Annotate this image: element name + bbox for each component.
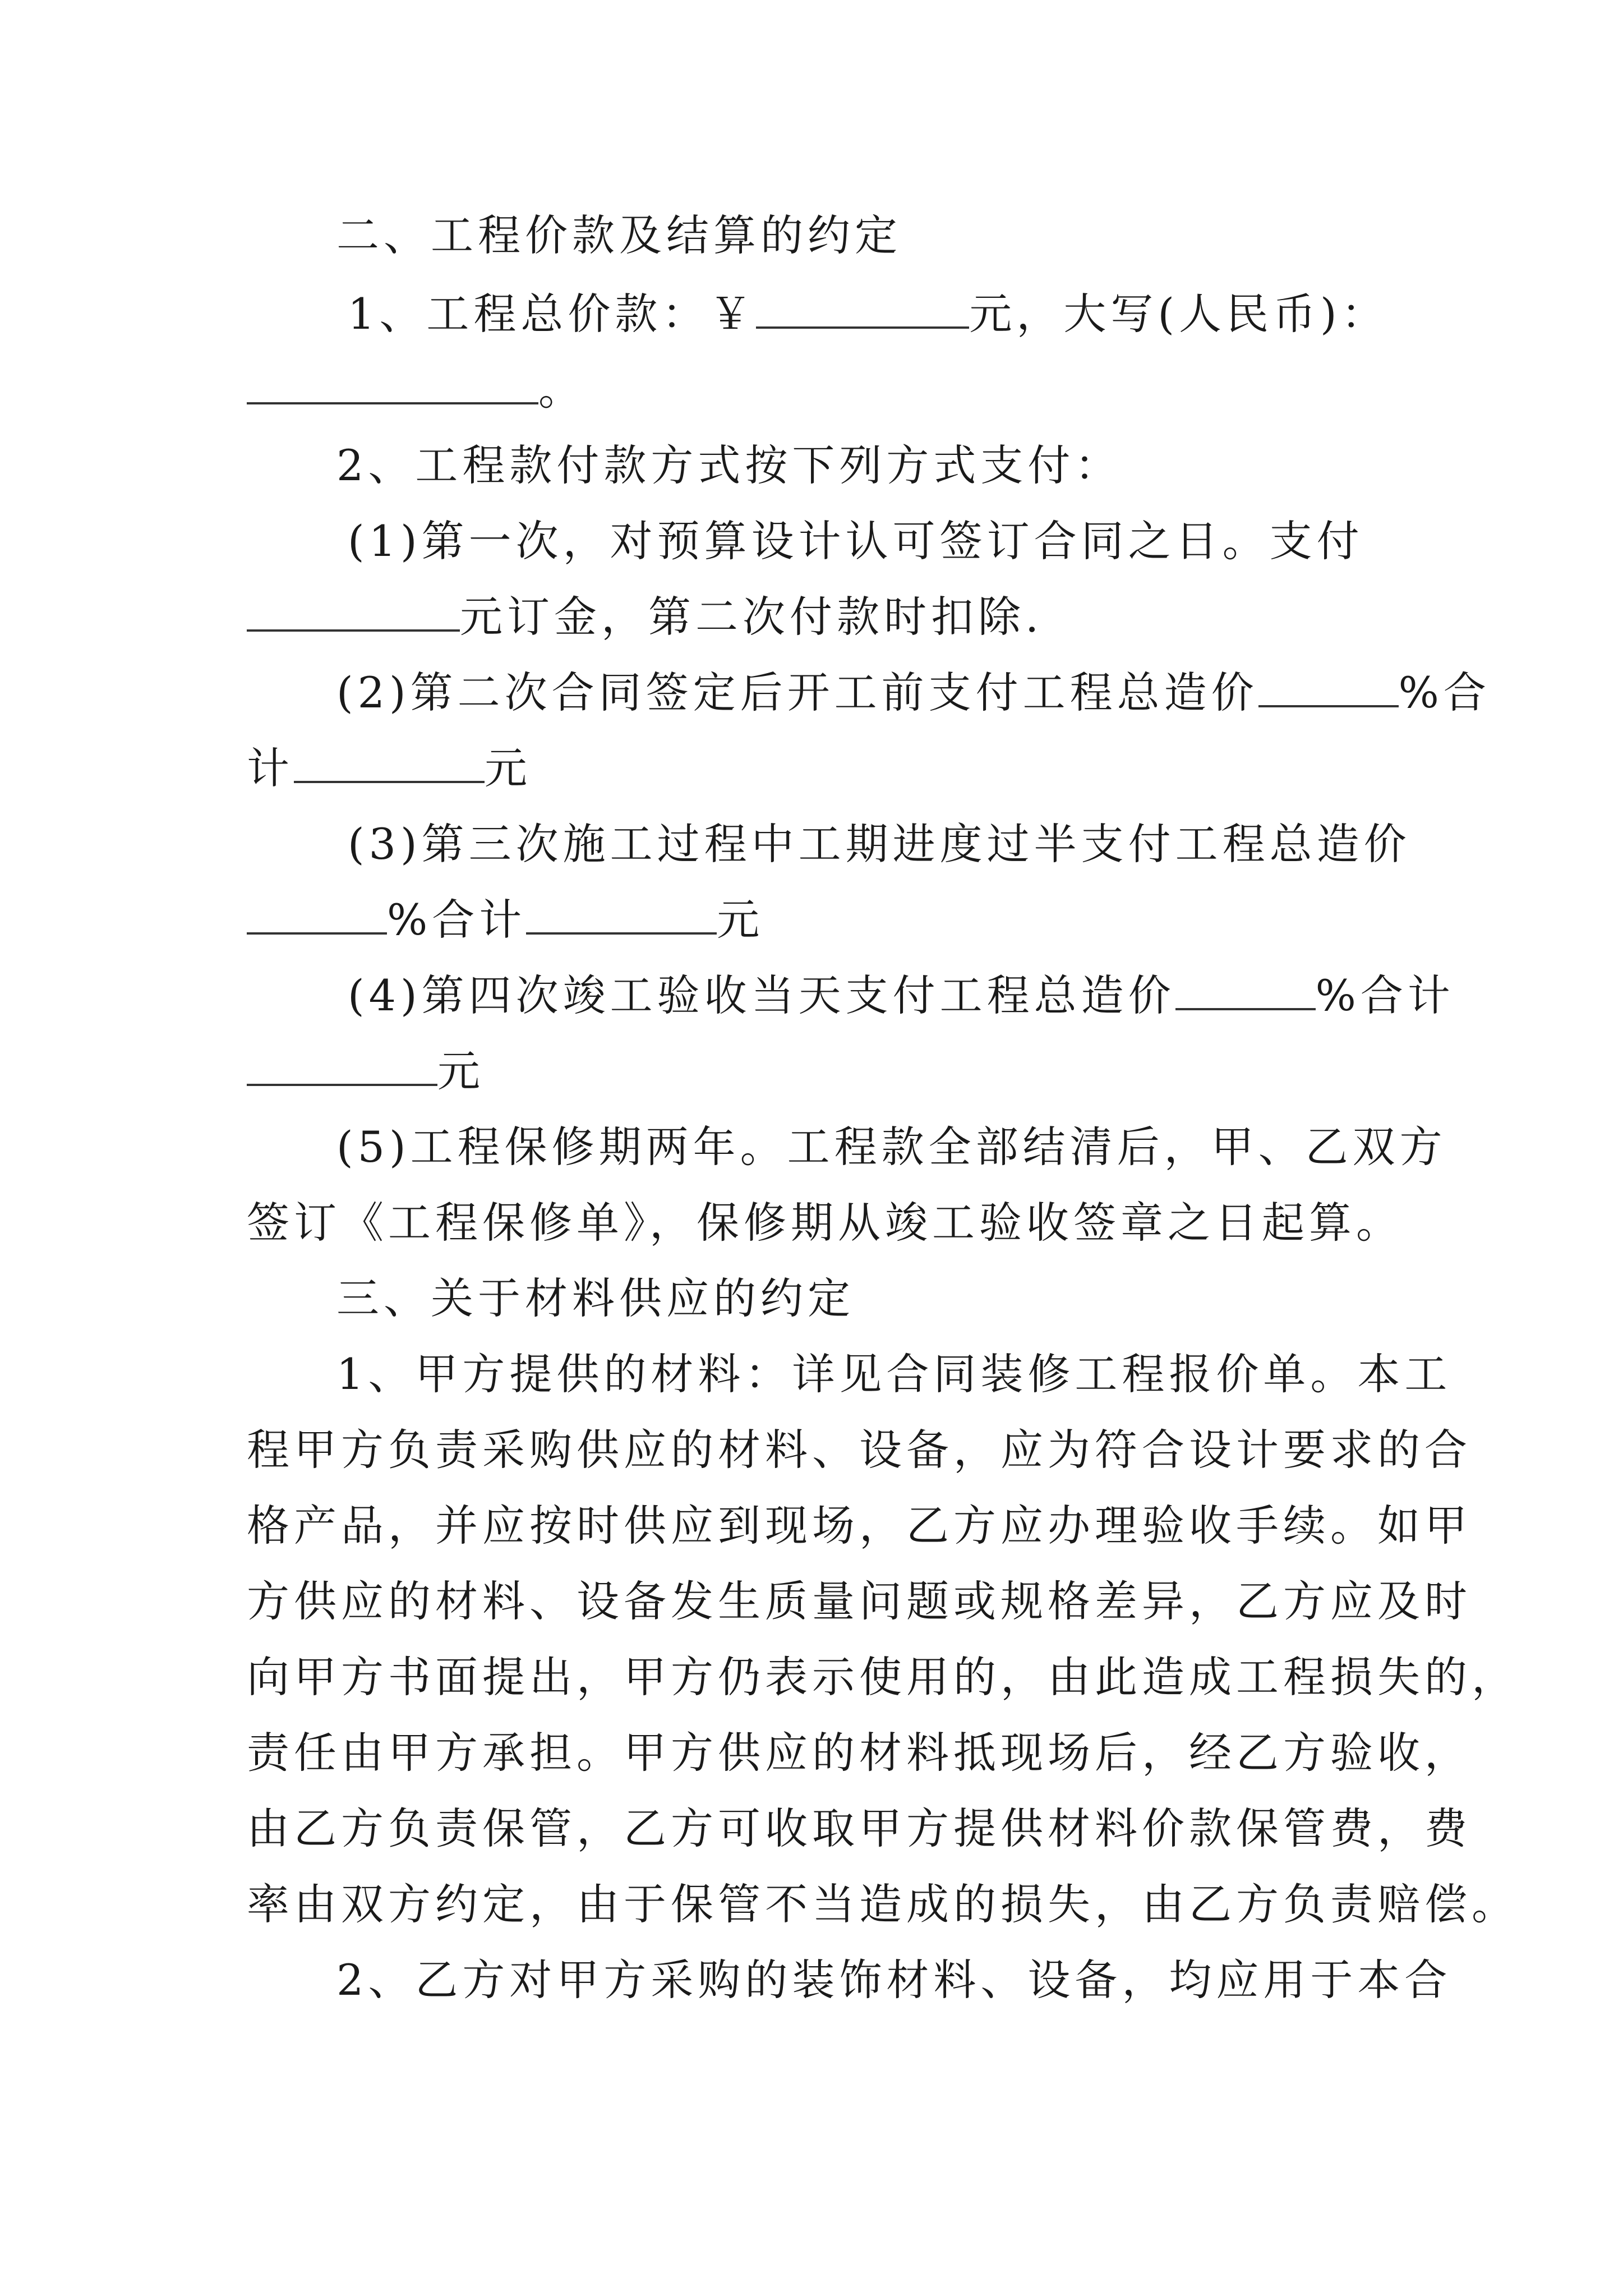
total-price-blank xyxy=(756,288,969,329)
payment-5-line-2 xyxy=(247,1192,1402,1254)
deposit-amount-blank xyxy=(247,591,460,632)
material-1-text-7: 由乙方负责保管，乙方可收取甲方提供材料价款保管费，费 xyxy=(247,1803,1472,1853)
material-1-line-1 xyxy=(336,1343,1452,1405)
material-1-text-8: 率由双方约定，由于保管不当造成的损失，由乙方负责赔偿。 xyxy=(247,1879,1519,1929)
material-1-line-8 xyxy=(247,1874,1519,1935)
material-1-line-6 xyxy=(247,1722,1472,1784)
item-1-continuation xyxy=(247,359,1402,421)
material-1-text-5: 向甲方书面提出，甲方仍表示使用的，由此造成工程损失的， xyxy=(247,1652,1519,1702)
payment-4-percent-blank xyxy=(1175,970,1316,1010)
payment-3-suffix: 元 xyxy=(717,895,764,945)
payment-4-line-2-suffix: 元 xyxy=(437,1046,485,1096)
payment-5-line-2-text: 签订《工程保修单》，保修期从竣工验收签章之日起算。 xyxy=(247,1198,1403,1248)
material-1-text-2: 程甲方负责采购供应的材料、设备，应为符合设计要求的合 xyxy=(247,1425,1472,1475)
payment-5-line-1-text: (5)工程保修期两年。工程款全部结清后，甲、乙双方 xyxy=(336,1122,1447,1172)
payment-2-amount-blank xyxy=(294,743,485,783)
payment-3-line-2 xyxy=(247,889,1402,951)
payment-2-line-2-suffix: 元 xyxy=(485,743,532,793)
payment-1-line-1 xyxy=(348,510,1402,572)
payment-2-suffix: %合 xyxy=(1398,668,1491,717)
material-1-text-1: 1、甲方提供的材料：详见合同装修工程报价单。本工 xyxy=(336,1349,1452,1399)
item-1-end: 。 xyxy=(538,365,585,415)
material-1-text-6: 责任由甲方承担。甲方供应的材料抵现场后，经乙方验收， xyxy=(247,1728,1472,1778)
payment-2-line-1 xyxy=(336,662,1491,724)
payment-3-line-1 xyxy=(348,813,1411,875)
payment-2-percent-blank xyxy=(1258,667,1399,707)
material-1-text-3: 格产品，并应按时供应到现场，乙方应办理验收手续。如甲 xyxy=(247,1501,1472,1550)
payment-4-suffix: %合计 xyxy=(1315,970,1455,1020)
material-1-line-3 xyxy=(247,1495,1472,1557)
payment-3-mid: %合计 xyxy=(387,895,527,945)
material-1-text-4: 方供应的材料、设备发生质量问题或规格差异，乙方应及时 xyxy=(247,1576,1472,1626)
payment-3-percent-blank xyxy=(247,894,387,935)
payment-4-amount-blank xyxy=(247,1046,437,1086)
material-1-line-4 xyxy=(247,1571,1472,1632)
item-2-payment-method xyxy=(336,435,1402,496)
payment-2-prefix: (2)第二次合同签定后开工前支付工程总造价 xyxy=(336,668,1258,717)
payment-2-line-2-prefix: 计 xyxy=(247,743,294,793)
section-3-heading xyxy=(336,1268,1402,1329)
material-2-text-1: 2、乙方对甲方采购的装饰材料、设备，均应用于本合 xyxy=(336,1955,1452,2005)
item-1-mid: 元，大写(人民币)： xyxy=(969,289,1389,339)
item-1-total-price xyxy=(348,283,1402,345)
section-2-heading-text: 二、工程价款及结算的约定 xyxy=(336,210,902,260)
payment-3-text: (3)第三次施工过程中工期进度过半支付工程总造价 xyxy=(348,819,1411,869)
payment-3-amount-blank xyxy=(526,894,717,935)
item-1-prefix: 1、工程总价款：￥ xyxy=(348,289,757,339)
payment-2-line-2 xyxy=(247,738,1402,799)
material-1-line-2 xyxy=(247,1419,1472,1481)
payment-1-suffix: 元订金，第二次付款时扣除. xyxy=(460,592,1044,642)
payment-4-prefix: (4)第四次竣工验收当天支付工程总造价 xyxy=(348,970,1175,1020)
payment-4-line-2 xyxy=(247,1041,1402,1102)
section-3-heading-text: 三、关于材料供应的约定 xyxy=(336,1273,855,1323)
payment-1-text: (1)第一次，对预算设计认可签订合同之日。支付 xyxy=(348,516,1364,566)
section-2-heading xyxy=(336,205,1402,266)
material-2-line-1 xyxy=(336,1949,1452,2011)
payment-4-line-1 xyxy=(348,965,1455,1027)
material-1-line-7 xyxy=(247,1798,1472,1860)
total-price-words-blank xyxy=(247,364,538,404)
payment-5-line-1 xyxy=(336,1116,1447,1178)
payment-1-line-2 xyxy=(247,586,1402,648)
item-2-text: 2、工程款付款方式按下列方式支付： xyxy=(336,440,1122,490)
material-1-line-5 xyxy=(247,1646,1519,1708)
